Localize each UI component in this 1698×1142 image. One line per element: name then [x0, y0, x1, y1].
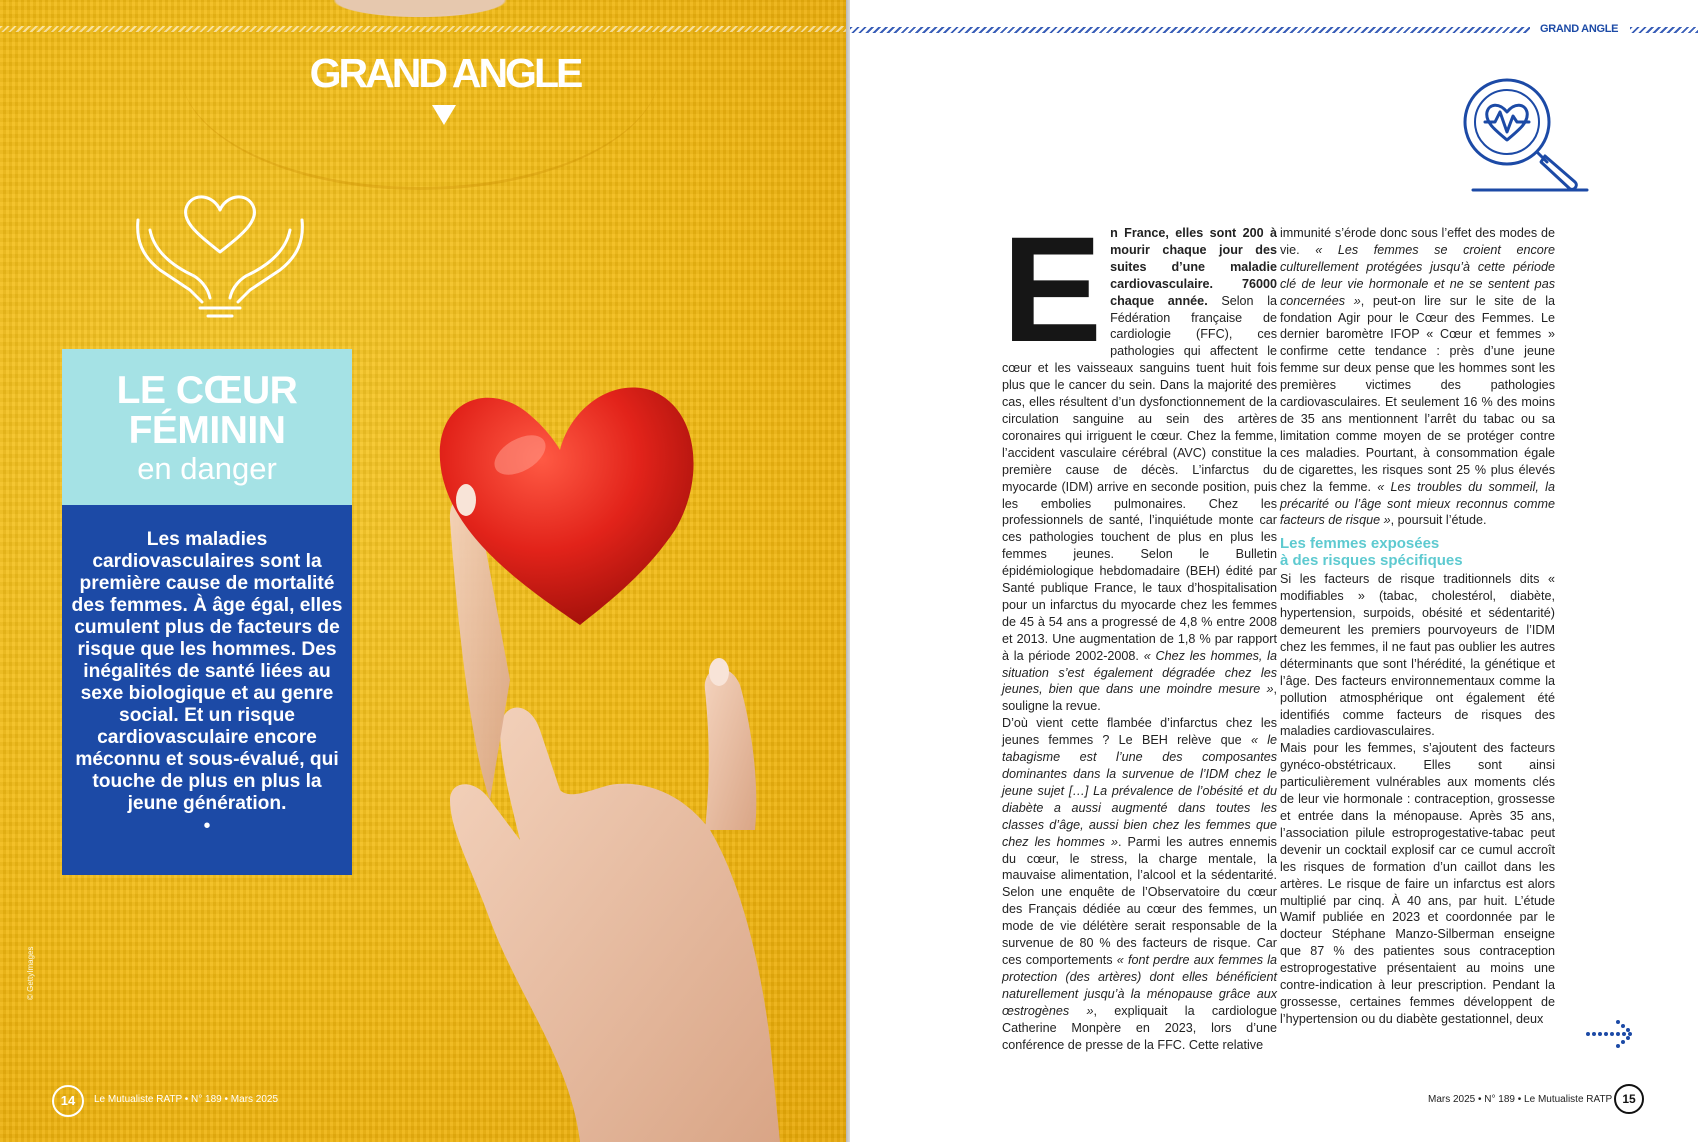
section-subheading: Les femmes exposées à des risques spécifiques	[1280, 535, 1463, 570]
title-box	[62, 349, 352, 505]
lead-text: Les maladies cardiovasculaires sont la première cause de mortalité des femmes. À âge égal, elles cumulent plus de facteurs de risque que les hommes. Des inégalités de santé liées au sexe biologique et au genre social. Et un risque cardiovasculaire encore méconnu et sous-évalué, qui touche de plus en plus la jeune génération.	[71, 529, 343, 814]
magnifier-heart-icon	[1455, 70, 1605, 200]
article-column-1	[1002, 205, 1278, 1053]
article-paragraph: n France, elles sont 200 à mourir chaque jour des suites d’une maladie cardiovasculaire. 76000 chaque année. Selon la Fédération française de cardiologie (FFC), ces pathologies qui affectent le cœur et les vaisseaux sanguins tuent huit fois plus que le cancer du sein. Dans la majorité des cas, elles résultent d’un dysfonctionnement de la circulation sanguine au sein des artères coronaires qui irriguent le cœur. Chez la femme, l’accident vasculaire cérébral (AVC) constitue la première cause de décès. L’infarctus du myocarde (IDM) arrive en seconde position, puis les embolies pulmonaires. Chez les professionnels de santé, l’inquiétude monte car ces pathologies touchent de plus en plus les femmes jeunes. Selon le Bulletin épidémiologique hebdomadaire (BEH) édité par Santé publique France, le taux d’hospitalisation pour un infarctus du myocarde chez les femmes de 45 à 54 ans a progressé de 4,8 % entre 2008 et 2013. Une augmentation de 1,8 % par rapport à la période 2002-2008. « Chez les hommes, la situation s’est également dégradée chez les jeunes, bien que dans une moindre mesure », souligne la revue.	[1002, 226, 1277, 714]
article-paragraph: Si les facteurs de risque traditionnels dits « modifiables » (tabac, cholestérol, diabète, hypertension, surpoids, obésité et sédentarité) demeurent les premiers pourvoyeurs de l’IDM chez les femmes, il ne faut pas oublier les autres déterminants que sont l’hérédité, la génétique et l’âge. Des facteurs environnementaux comme la pollution atmosphérique ont également été identifiés comme facteurs de risques des maladies cardiovasculaires.	[1280, 572, 1555, 739]
top-rule	[0, 26, 848, 32]
footer-right: Mars 2025 • N° 189 • Le Mutualiste RATP	[1428, 1094, 1613, 1105]
top-rule-end	[1630, 27, 1698, 33]
header-label: GRAND ANGLE	[1540, 23, 1619, 35]
hand-holding-heart-photo	[380, 360, 848, 1142]
left-page	[0, 0, 848, 1142]
title-subtitle: en danger	[137, 451, 277, 486]
title-line-2: FÉMININ	[128, 409, 286, 452]
page-number-right: 15	[1614, 1084, 1644, 1114]
dotted-arrow-right-icon[interactable]	[1585, 1015, 1637, 1053]
page-number-left: 14	[52, 1085, 84, 1117]
drop-cap: E	[1002, 205, 1099, 373]
lead-end-dot: •	[203, 815, 211, 837]
article-paragraph: immunité s’érode donc sous l’effet des modes de vie. « Les femmes se croient encore culturellement protégées jusqu’à cette période clé de leur vie hormonale et ne se sentent pas concernées », peut-on lire sur le site de la fondation Agir pour le Cœur des Femmes. Le dernier baromètre IFOP « Cœur et femmes » confirme cette tendance : près d’une jeune femme sur deux pense que les hommes sont les premières victimes des pathologies cardiovasculaires. Et seulement 16 % des moins de 35 ans mentionnent l’arrêt du tabac ou sa limitation comme moyen de se protéger contre ces maladies. Pourtant, à consommation égale de cigarettes, les risques sont 25 % plus élevés chez la femme. « Les troubles du sommeil, la précarité ou l’âge sont mieux reconnus comme facteurs de risque », poursuit l’étude.	[1280, 226, 1555, 528]
article-paragraph: Mais pour les femmes, s’ajoutent des facteurs gynéco-obstétricaux. Elles sont ainsi particulièrement vulnérables aux moments clés de leur vie hormonale : contraception, grossesse et entrée dans la ménopause. Après 35 ans, l’association pilule estroprogestative-tabac peut devenir un cocktail explosif car ce cumul accroît les risques de formation d’un caillot dans les artères. Le risque de faire un infarctus est alors multiplié par cinq. À 40 ans, par huit. L’étude Wamif publiée en 2023 et coordonnée par le docteur Stéphane Manzo-Silberman enseigne que 87 % des patientes sous contraception estroprogestative présentaient au moins une contre-indication à leur prescription. Pendant la grossesse, certaines femmes développent de l’hypertension ou du diabète gestationnel, deux	[1280, 741, 1555, 1026]
article-column-2	[1280, 225, 1555, 1028]
article-paragraph: D’où vient cette flambée d’infarctus chez les jeunes femmes ? Le BEH relève que « le tabagisme est l’une des composantes dominantes dans la survenue de l’IDM chez le jeune sujet […] La prévalence de l’obésité et du diabète a aussi augmenté dans toutes les classes d’âge, aussi bien chez les femmes que chez les hommes ». Parmi les autres ennemis du cœur, le stress, la charge mentale, la mauvaise alimentation, l’alcool et la sédentarité. Selon une enquête de l’Observatoire du cœur des Français dédiée au cœur des femmes, un mode de vie délétère serait responsable de la survenue de 80 % des facteurs de risque. Car ces comportements « font perdre aux femmes la protection (des artères) dont elles bénéficient naturellement jusqu’à la ménopause grâce aux œstrogènes », expliquait la cardiologue Catherine Monpère en 2023, lors d’une conférence de presse de la FFC. Cette relative	[1002, 716, 1278, 1052]
top-rule	[850, 27, 1530, 33]
photo-credit: © GettyImages	[26, 946, 35, 1000]
section-title: GRAND ANGLE	[309, 50, 581, 96]
intro-bold: n France, elles sont 200 à mourir chaque jour des suites d’une maladie cardiovasculaire. 76000 chaque année.	[1110, 226, 1277, 308]
hands-heart-icon	[130, 190, 310, 330]
title-line-1: LE CŒUR	[116, 369, 298, 412]
down-triangle-icon	[432, 105, 456, 125]
footer-left: Le Mutualiste RATP • N° 189 • Mars 2025	[94, 1094, 279, 1105]
lead-box	[62, 505, 352, 875]
right-page	[850, 0, 1698, 1142]
